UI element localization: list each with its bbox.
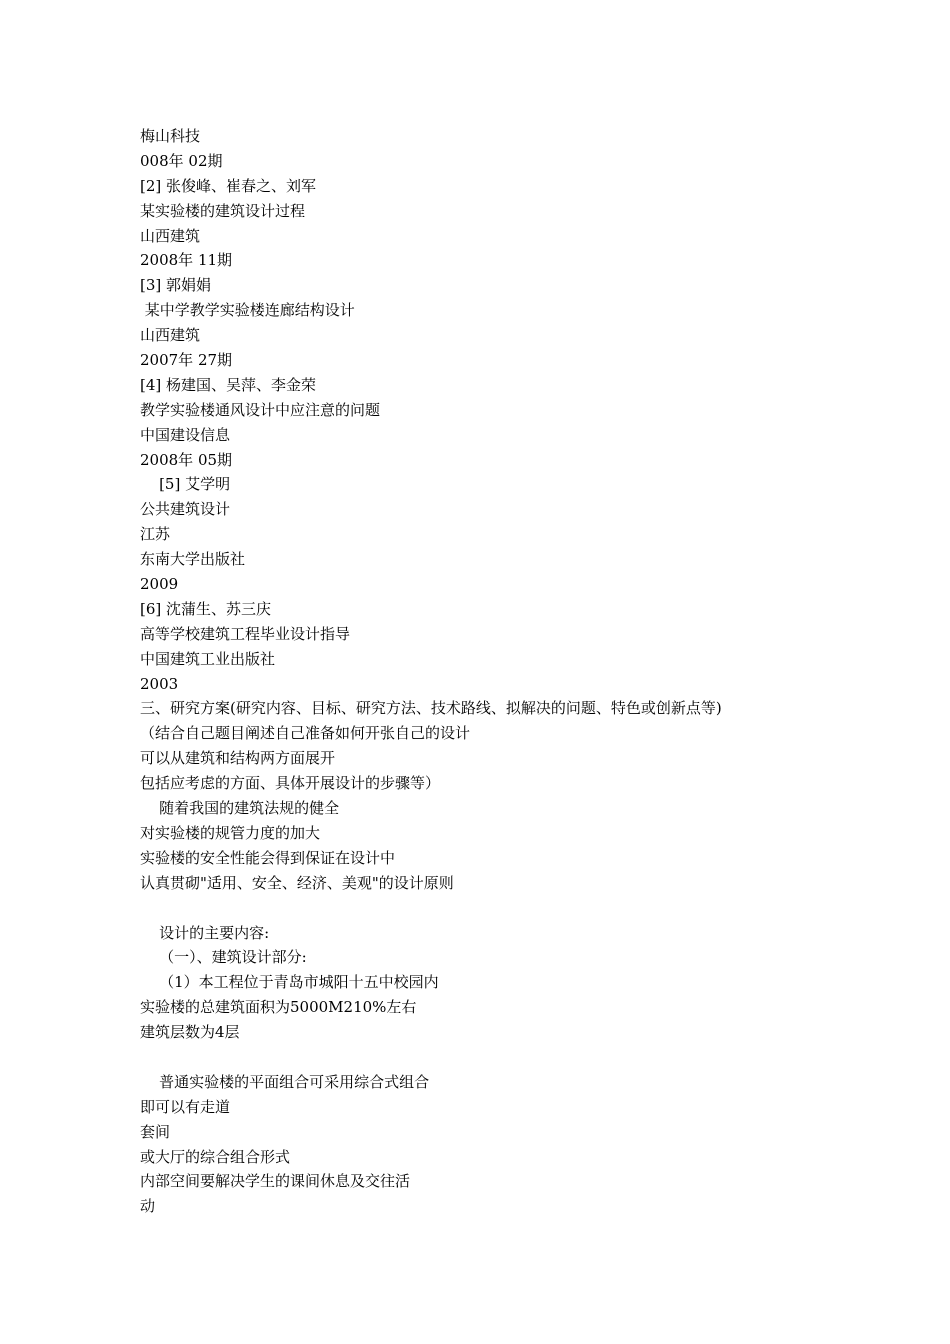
blank-line (140, 1045, 840, 1070)
paragraph-line: 普通实验楼的平面组合可采用综合式组合 (140, 1072, 430, 1091)
subheading: 设计的主要内容: (140, 923, 270, 942)
text-line: 包括应考虑的方面、具体开展设计的步骤等） (140, 774, 441, 793)
text-line: 某实验楼的建筑设计过程 (140, 201, 306, 220)
text-line: 梅山科技 (140, 127, 201, 145)
text-line: 山西建筑 (140, 326, 201, 345)
text-line: 中国建设信息 (140, 425, 231, 444)
text-line: 内部空间要解决学生的课间休息及交往活 (140, 1172, 411, 1191)
text-line: 高等学校建筑工程毕业设计指导 (140, 624, 351, 643)
text-line: 公共建筑设计 (140, 500, 231, 519)
text-line: 或大厅的综合组合形式 (140, 1147, 291, 1166)
paragraph-line: 随着我国的建筑法规的健全 (140, 799, 340, 818)
text-line: 认真贯砌"适用、安全、经济、美观"的设计原则 (140, 873, 454, 892)
text-line: （结合自己题目阐述自己准备如何开张自己的设计 (140, 724, 471, 743)
text-line: 008年 02期 (140, 151, 223, 170)
section-heading: 三、研究方案(研究内容、目标、研究方法、技术路线、拟解决的问题、特色或创新点等) (140, 699, 722, 718)
reference-entry: [6] 沈蒲生、苏三庆 (140, 599, 272, 618)
reference-entry: [2] 张俊峰、崔春之、刘军 (140, 176, 317, 195)
reference-entry: [5] 艾学明 (140, 475, 231, 494)
text-line: 2008年 11期 (140, 251, 233, 270)
reference-entry: [4] 杨建国、吴萍、李金荣 (140, 375, 317, 394)
text-line: 套间 (140, 1122, 171, 1141)
text-line: 可以从建筑和结构两方面展开 (140, 749, 336, 768)
text-line: 教学实验楼通风设计中应注意的问题 (140, 400, 381, 419)
text-line: 实验楼的总建筑面积为5000M210%左右 (140, 998, 417, 1017)
blank-line (140, 896, 840, 921)
text-line: 即可以有走道 (140, 1097, 231, 1116)
document-page (140, 124, 840, 1219)
text-line: 东南大学出版社 (140, 550, 246, 569)
text-line: 2003 (140, 674, 179, 693)
text-line: 2007年 27期 (140, 351, 233, 370)
text-line: 2009 (140, 575, 179, 594)
text-line: 山西建筑 (140, 226, 201, 245)
reference-entry: [3] 郭娟娟 (140, 276, 212, 295)
text-line: 动 (140, 1197, 156, 1216)
text-line: 建筑层数为4层 (140, 1023, 240, 1042)
text-line: 2008年 05期 (140, 450, 233, 469)
text-line: 某中学教学实验楼连廊结构设计 (140, 301, 355, 320)
subheading: （一）、建筑设计部分: (140, 948, 307, 967)
text-line: 中国建筑工业出版社 (140, 649, 276, 668)
text-line: 江苏 (140, 525, 171, 544)
text-line: 对实验楼的规管力度的加大 (140, 823, 321, 842)
paragraph-line: （1）本工程位于青岛市城阳十五中校园内 (140, 973, 439, 992)
text-line: 实验楼的安全性能会得到保证在设计中 (140, 848, 396, 867)
